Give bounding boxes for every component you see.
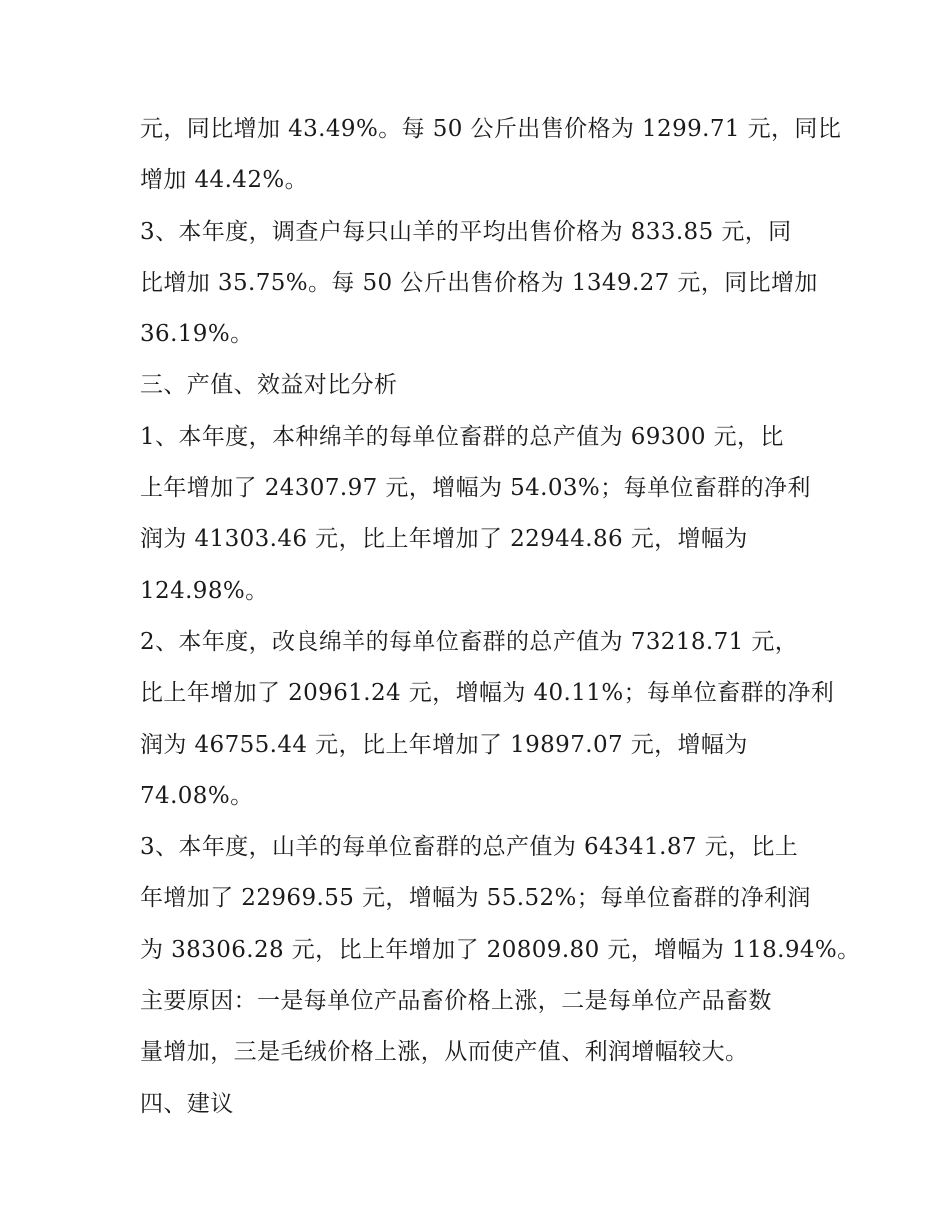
text-line: 润为 46755.44 元，比上年增加了 19897.07 元，增幅为 (140, 731, 748, 758)
text-line: 量增加，三是毛绒价格上涨，从而使产值、利润增幅较大。 (140, 1039, 749, 1066)
text-line: 124.98%。 (140, 577, 269, 604)
text-line: 36.19%。 (140, 321, 254, 348)
text-line: 3、本年度，山羊的每单位畜群的总产值为 64341.87 元，比上 (140, 834, 799, 861)
text-line: 2、本年度，改良绵羊的每单位畜群的总产值为 73218.71 元， (140, 628, 799, 655)
section-heading: 四、建议 (140, 1090, 234, 1117)
text-line: 1、本年度，本种绵羊的每单位畜群的总产值为 69300 元，比 (140, 423, 784, 450)
text-line: 比增加 35.75%。每 50 公斤出售价格为 1349.27 元，同比增加 (140, 269, 818, 296)
text-line: 74.08%。 (140, 782, 254, 809)
text-line: 为 38306.28 元，比上年增加了 20809.80 元，增幅为 118.94%。 (140, 936, 861, 963)
document-body (140, 104, 861, 1130)
section-heading: 三、产值、效益对比分析 (140, 372, 398, 399)
text-line: 增加 44.42%。 (140, 167, 309, 194)
text-line: 3、本年度，调查户每只山羊的平均出售价格为 833.85 元，同 (140, 218, 792, 245)
text-line: 润为 41303.46 元，比上年增加了 22944.86 元，增幅为 (140, 526, 748, 553)
text-line: 元，同比增加 43.49%。每 50 公斤出售价格为 1299.71 元，同比 (140, 116, 842, 142)
text-line: 比上年增加了 20961.24 元，增幅为 40.11%；每单位畜群的净利 (140, 680, 835, 707)
text-line: 主要原因：一是每单位产品畜价格上涨，二是每单位产品畜数 (140, 988, 772, 1015)
text-line: 上年增加了 24307.97 元，增幅为 54.03%；每单位畜群的净利 (140, 475, 811, 502)
text-line: 年增加了 22969.55 元，增幅为 55.52%；每单位畜群的净利润 (140, 885, 811, 912)
